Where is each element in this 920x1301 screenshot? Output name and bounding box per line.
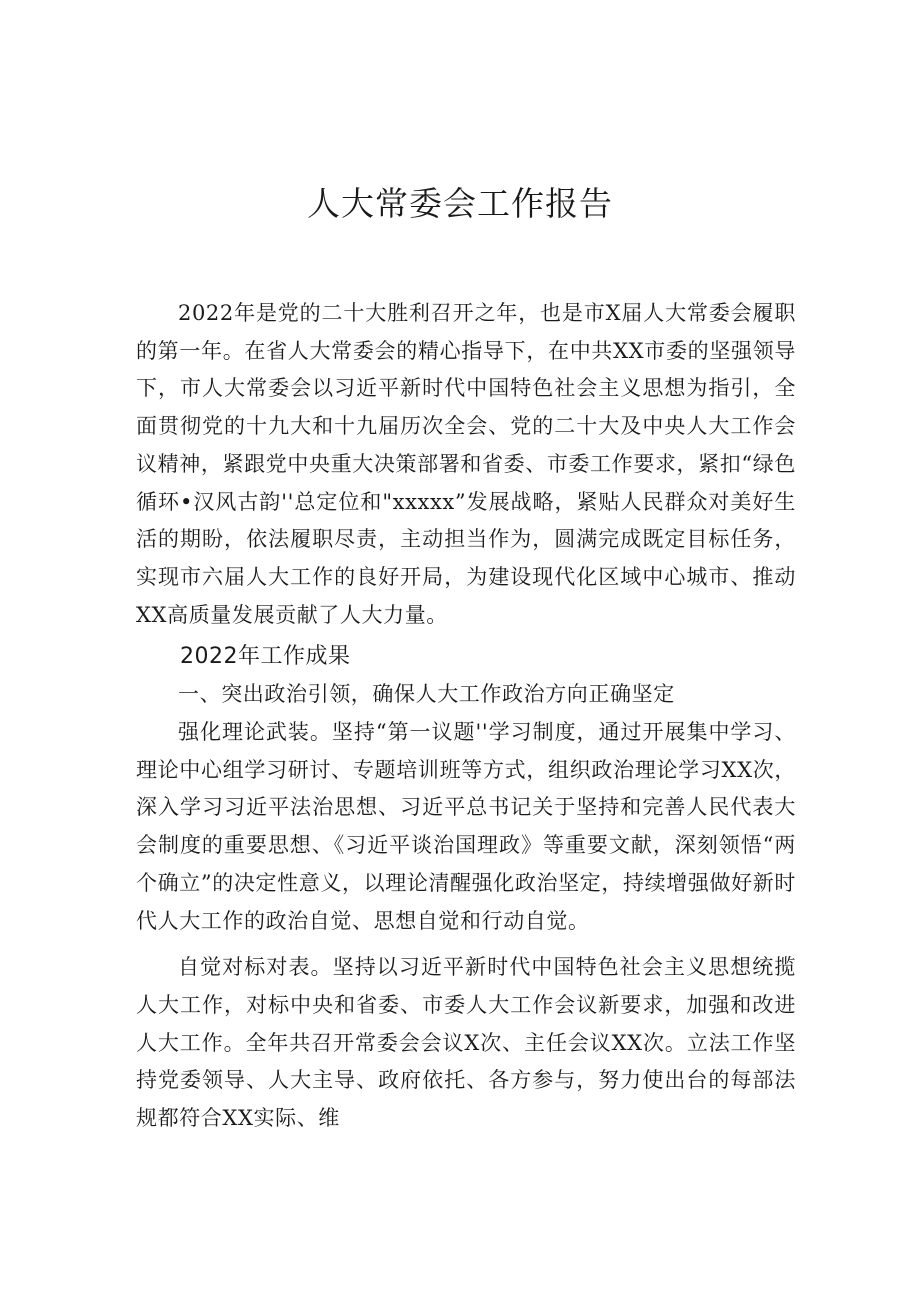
paragraph-theory-study: 强化理论武装。坚持“第一议题''学习制度，通过开展集中学习、理论中心组学习研讨、专题培训班等方式，组织政治理论学习XX次，深入学习习近平法治思想、习近平总书记关于坚持和完善人民代表大会制度的重要思想、《习近平谈治国理政》等重要文献，深刻领悟“两个确立”的决定性意义，以理论清醒强化政治坚定，持续增强做好新时代人大工作的政治自觉、思想自觉和行动自觉。 <box>136 720 796 933</box>
intro-paragraph: 2022年是党的二十大胜利召开之年，也是市X届人大常委会履职的第一年。在省人大常委会的精心指导下，在中共XX市委的坚强领导下，市人大常委会以习近平新时代中国特色社会主义思想为指引，全面贯彻党的十九大和十九届历次全会、党的二十大及中央人大工作会议精神，紧跟党中央重大决策部署和省委、市委工作要求，紧扣“绿色循环•汉风古韵''总定位和"xxxxx”发展战略，紧贴人民群众对美好生活的期盼，依法履职尽责，主动担当作为，圆满完成既定目标任务，实现市六届人大工作的良好开局，为建设现代化区域中心城市、推动XX高质量发展贡献了人大力量。 <box>136 301 796 627</box>
subheading-political-guidance: 一、突出政治引领，确保人大工作政治方向正确坚定 <box>178 682 675 707</box>
paragraph-benchmarking: 自觉对标对表。坚持以习近平新时代中国特色社会主义思想统揽人大工作，对标中央和省委、市委人大工作会议新要求，加强和改进人大工作。全年共召开常委会会议X次、主任会议XX次。立法工作坚持党委领导、人大主导、政府依托、各方参与，努力使出台的每部法规都符合XX实际、维 <box>136 955 796 1131</box>
document-body <box>136 295 796 1138</box>
document-title: 人大常委会工作报告 <box>307 184 613 223</box>
section-heading: 2022年工作成果 <box>180 644 351 670</box>
